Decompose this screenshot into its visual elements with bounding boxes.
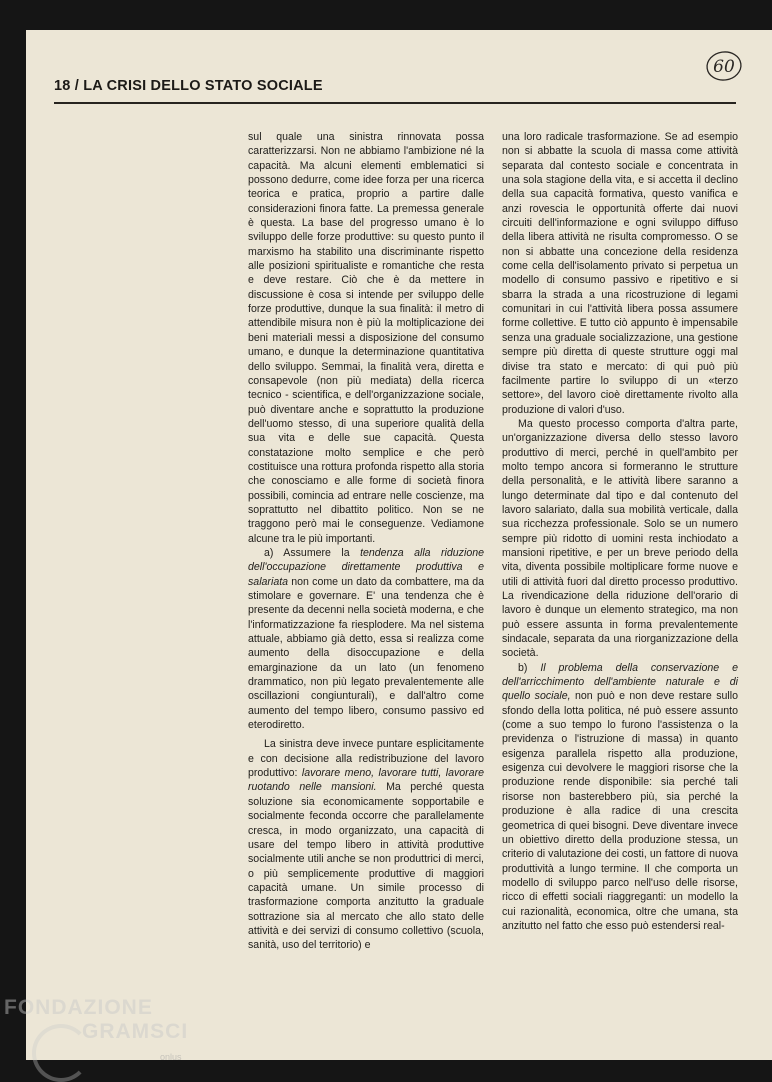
paragraph: La sinistra deve invece puntare esplicitamente e con decisione alla redistribuzione del lavoro produttivo: lavorare meno, lavorare tutti, lavorare ruotando nelle mansioni. Ma perché questa soluzione sia economicamente sopportabile e socialmente feconda occorre che parallelamente cresca, in modo organizzato, una capacità di usare del tempo libero in attività produttive socialmente utili anche se non produttrici di merci, o più semplicemente produttive di maggiori capacità umane. Un simile processo di trasformazione comporta anzitutto la graduale sottrazione sia al mercato che allo stato delle attività e dei servizi di consumo collettivo (scuola, sanità, uso del territorio) e — [248, 738, 484, 952]
foundation-watermark: FONDAZIONE GRAMSCI onlus — [4, 996, 204, 1076]
handwritten-circle-icon — [704, 48, 744, 84]
paragraph: una loro radicale trasformazione. Se ad esempio non si abbatte la scuola di massa come attività separata dal contesto sociale e concentrata in una sola stagione della vita, e si accetta il declino della sua capacità formativa, questo vanifica e anzi rovescia le opportunità offerte dai nuovi circuiti dell'informazione e ogni sviluppo diffuso della libera attività ne risulta compromesso. O se non si abbatte una concezione della residenza come cella dell'isolamento privato si perpetua un modello di consumo passivo e ripetitivo e si sbarra la strada a una ricostruzione di legami comunitari in cui l'attività libera possa assumere forme collettive. E tutto ciò appunto è impensabile senza una graduale socializzazione, una gestione sempre più diretta di queste strutture oggi mal divise tra stato e mercato: di qui può più facilmente partire lo sviluppo di un «terzo settore», del lavoro cioè direttamente rivolto alla produzione di valori d'uso. — [502, 131, 738, 416]
header-rule — [54, 102, 736, 104]
paragraph: a) Assumere la tendenza alla riduzione dell'occupazione direttamente produttiva e salariata non come un dato da combattere, ma da stimolare e governare. E' una tendenza che è presente da decenni nella società moderna, e che l'informatizzazione fa riesplodere. Ma nel sistema attuale, abbiamo già detto, essa si realizza come aumento della disoccupazione e della emarginazione da un lato (un fenomeno drammatico, non più legato prevalentemente alle oscillazioni congiunturali), e dall'altro come aumento del tempo libero, consumo passivo ed eterodiretto. — [248, 546, 484, 732]
document-page — [26, 30, 772, 1060]
paragraph: b) Il problema della conservazione e dell'arricchimento dell'ambiente naturale e di quello sociale, non può e non deve restare sullo sfondo della lotta politica, né può essere assunto (come a suo tempo lo furono l'assistenza o la previdenza o l'istruzione di massa) in quanto esigenza parallela rispetto alla produzione, esigenza cui devolvere le maggiori risorse che la produzione rende disponibile: sia perché tali risorse non basterebbero più, sia perché la produzione è alla radice di una crescita geometrica di quei bisogni. Deve diventare invece un obiettivo diretto della produzione stessa, un criterio di valutazione dei costi, un fattore di nuova produttività a lungo termine. Il che comporta un modello di sviluppo parco nell'uso delle risorse, ricco di effetti sociali riaggreganti: un modello la cui razionalità, economica, oltre che umana, sta anzitutto nel fatto che esso può estendersi real- — [502, 661, 738, 932]
paragraph: sul quale una sinistra rinnovata possa caratterizzarsi. Non ne abbiamo l'ambizione né la capacità. Ma alcuni elementi emblematici si possono dedurre, come idee forza per una ricerca teorica e pratica, proprio a partire dalle considerazioni finora fatte. La premessa generale è questa. La base del progresso umano è lo sviluppo delle forze produttive: su questo punto il marxismo ha stabilito una discriminante rispetto alle posizioni spiritualiste e romantiche che resta e deve restare. Ciò che è da mettere in discussione è cosa si intende per sviluppo delle forze produttive, dunque la sua finalità: il metro di attendibile misura non è più la moltiplicazione dei beni materiali messi a disposizione del consumo umano, e dunque la determinazione quantitativa dello sviluppo. Semmai, la finalità vera, diretta e consapevole (non più mediata) della ricerca tecnico - scientifica, e dell'organizzazione sociale, può diventare anche e soprattutto la produzione dell'uomo stesso, di una superiore qualità della sua vita e delle sue capacità. Questa constatazione molto semplice e che però costituisce una rottura profonda rispetto alla storia che conosciamo e alle forme di società finora possibili, comincia ad entrare nelle coscienze, ma soprattutto nel dibattito politico. Non se ne traggono però mai le conseguenze. Vediamone alcune tra le più importanti. — [248, 131, 484, 545]
page-mark-text: 60 — [713, 57, 735, 77]
running-header: 18 / LA CRISI DELLO STATO SOCIALE — [54, 78, 323, 94]
paragraph: Ma questo processo comporta d'altra parte, un'organizzazione diversa dello stesso lavoro produttivo di merci, perché in quell'ambito per molto tempo ancora si formeranno le strutture della personalità, e le attività libere saranno a lungo determinate dal tipo e dal contenuto del lavoro salariato, dalla sua mobilità verticale, dalla sua ricchezza professionale. Solo se un numero sempre più ridotto di uomini resta inchiodato a mansioni ripetitive, e per un breve periodo della vita, diventa possibile moltiplicare forme nuove e utili di attività fuori dal diretto processo produttivo. La rivendicazione della riduzione dell'orario di lavoro è dunque un elemento strategico, ma non può essere assunta in forma prevalentemente sindacale, separata da una riorganizzazione della società. — [502, 417, 738, 660]
text-column-left — [248, 130, 484, 953]
text-column-right — [502, 130, 738, 933]
italic-phrase: lavorare meno, lavorare tutti, lavorare ruotando nelle mansioni. — [248, 767, 484, 794]
italic-phrase: tendenza alla riduzione dell'occupazione direttamente produttiva e salariata — [248, 546, 484, 588]
italic-phrase: Il problema della conservazione e dell'arricchimento dell'ambiente naturale e di quello sociale, — [502, 661, 738, 703]
handwritten-page-number — [704, 48, 744, 84]
